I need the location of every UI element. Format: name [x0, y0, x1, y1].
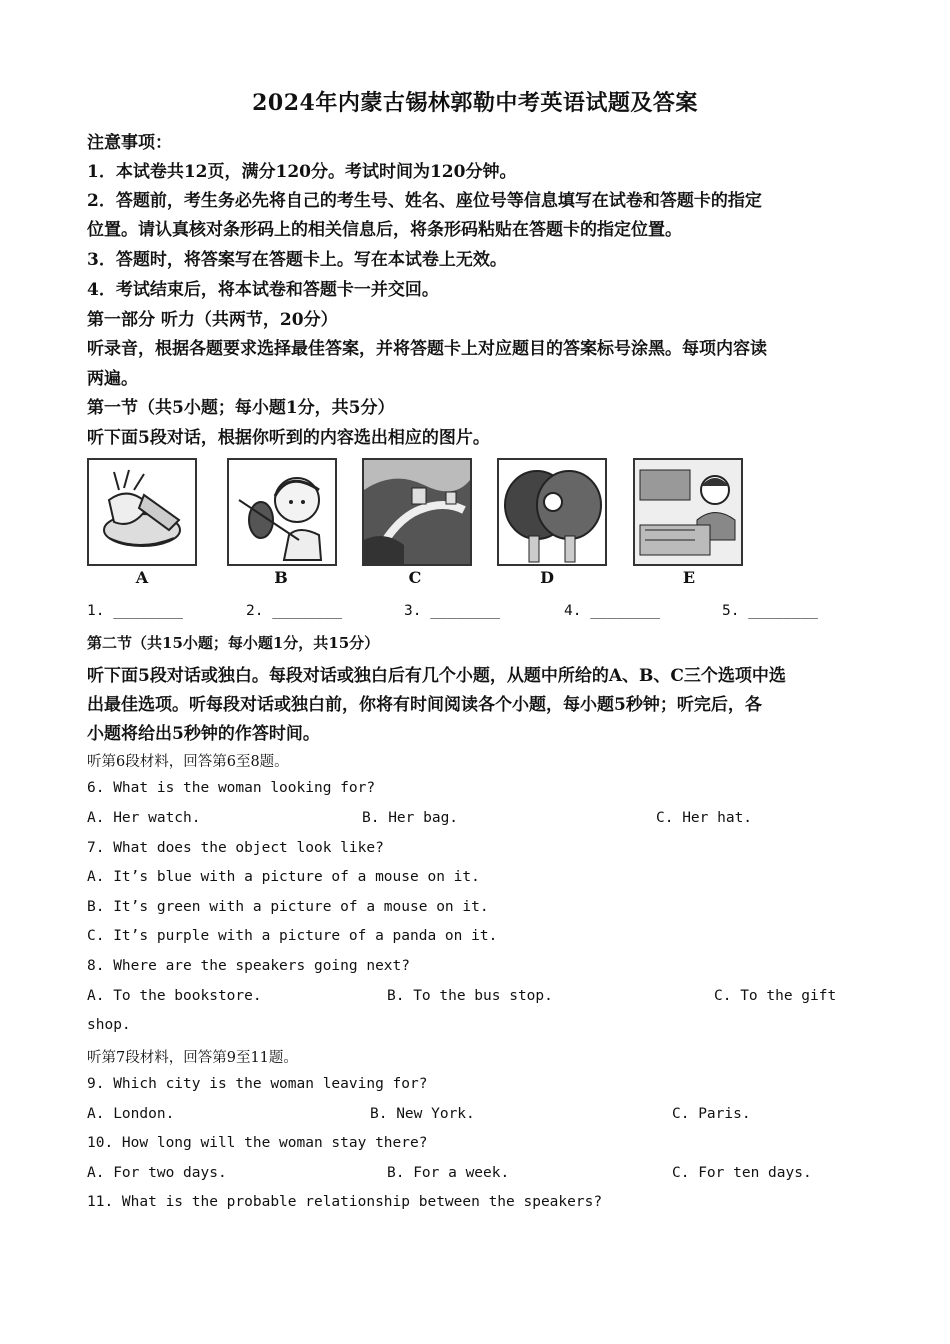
answer-blank: 5. ________ [722, 603, 819, 619]
question-9: 9. Which city is the woman leaving for? [87, 1076, 428, 1092]
answer-blank: 2. ________ [246, 603, 343, 619]
notice-item: 位置。请认真核对条形码上的相关信息后，将条形码粘贴在答题卡的指定位置。 [87, 220, 682, 240]
section1-instruction: 听下面5段对话，根据你听到的内容选出相应的图片。 [87, 428, 490, 448]
ping-pong-paddles-icon [497, 458, 607, 566]
option: B. For a week. [387, 1165, 510, 1181]
part1-instruction: 听录音，根据各题要求选择最佳答案，并将答题卡上对应题目的答案标号涂黑。每项内容读 [87, 339, 767, 359]
answer-blank: 1. ________ [87, 603, 184, 619]
notice-item: 4．考试结束后，将本试卷和答题卡一并交回。 [87, 280, 439, 300]
vegetables-icon [87, 458, 197, 566]
violin-player-icon [227, 458, 337, 566]
picture-letter: E [682, 568, 696, 587]
option: B. Her bag. [362, 810, 459, 826]
question-11: 11. What is the probable relationship between the speakers? [87, 1194, 603, 1210]
answer-blank: 4. ________ [564, 603, 661, 619]
notice-item: 3．答题时，将答案写在答题卡上。写在本试卷上无效。 [87, 250, 507, 270]
option: A. To the bookstore. [87, 988, 262, 1004]
option: B. It’s green with a picture of a mouse on it. [87, 899, 489, 915]
option: C. For ten days. [672, 1165, 812, 1181]
material-label: 听第6段材料，回答第6至8题。 [87, 754, 289, 770]
section2-instruction: 听下面5段对话或独白。每段对话或独白后有几个小题，从题中所给的A、B、C三个选项中选 [87, 666, 786, 686]
picture-letter: B [274, 568, 288, 587]
section2-heading: 第二节（共15小题；每小题1分，共15分） [87, 634, 380, 652]
part1-instruction: 两遍。 [87, 369, 138, 389]
page-title: 2024年内蒙古锡林郭勒中考英语试题及答案 [252, 90, 698, 116]
question-8: 8. Where are the speakers going next? [87, 958, 411, 974]
notice-item: 2．答题前，考生务必先将自己的考生号、姓名、座位号等信息填写在试卷和答题卡的指定 [87, 191, 762, 211]
option-continuation: shop. [87, 1017, 131, 1033]
picture-letter: D [540, 568, 554, 587]
option: A. It’s blue with a picture of a mouse on it. [87, 869, 480, 885]
part1-heading: 第一部分 听力（共两节，20分） [87, 310, 338, 330]
question-7: 7. What does the object look like? [87, 840, 384, 856]
option: A. For two days. [87, 1165, 227, 1181]
notice-item: 1．本试卷共12页，满分120分。考试时间为120分钟。 [87, 162, 517, 182]
section1-heading: 第一节（共5小题；每小题1分，共5分） [87, 398, 395, 418]
option: A. London. [87, 1106, 175, 1122]
option: B. To the bus stop. [387, 988, 553, 1004]
option: C. Paris. [672, 1106, 751, 1122]
great-wall-icon [362, 458, 472, 566]
option: A. Her watch. [87, 810, 201, 826]
option: C. Her hat. [656, 810, 753, 826]
material-label: 听第7段材料，回答第9至11题。 [87, 1050, 298, 1066]
cooking-boy-icon [633, 458, 743, 566]
question-10: 10. How long will the woman stay there? [87, 1135, 428, 1151]
picture-letter: A [135, 568, 149, 587]
notice-heading: 注意事项： [87, 133, 172, 153]
section2-instruction: 出最佳选项。听每段对话或独白前，你将有时间阅读各个小题，每小题5秒钟；听完后，各 [87, 695, 762, 715]
answer-blank: 3. ________ [404, 603, 501, 619]
option: B. New York. [370, 1106, 475, 1122]
picture-letter: C [408, 568, 422, 587]
option: C. It’s purple with a picture of a panda on it. [87, 928, 498, 944]
option: C. To the gift [714, 988, 837, 1004]
section2-instruction: 小题将给出5秒钟的作答时间。 [87, 724, 320, 744]
question-6: 6. What is the woman looking for? [87, 780, 376, 796]
